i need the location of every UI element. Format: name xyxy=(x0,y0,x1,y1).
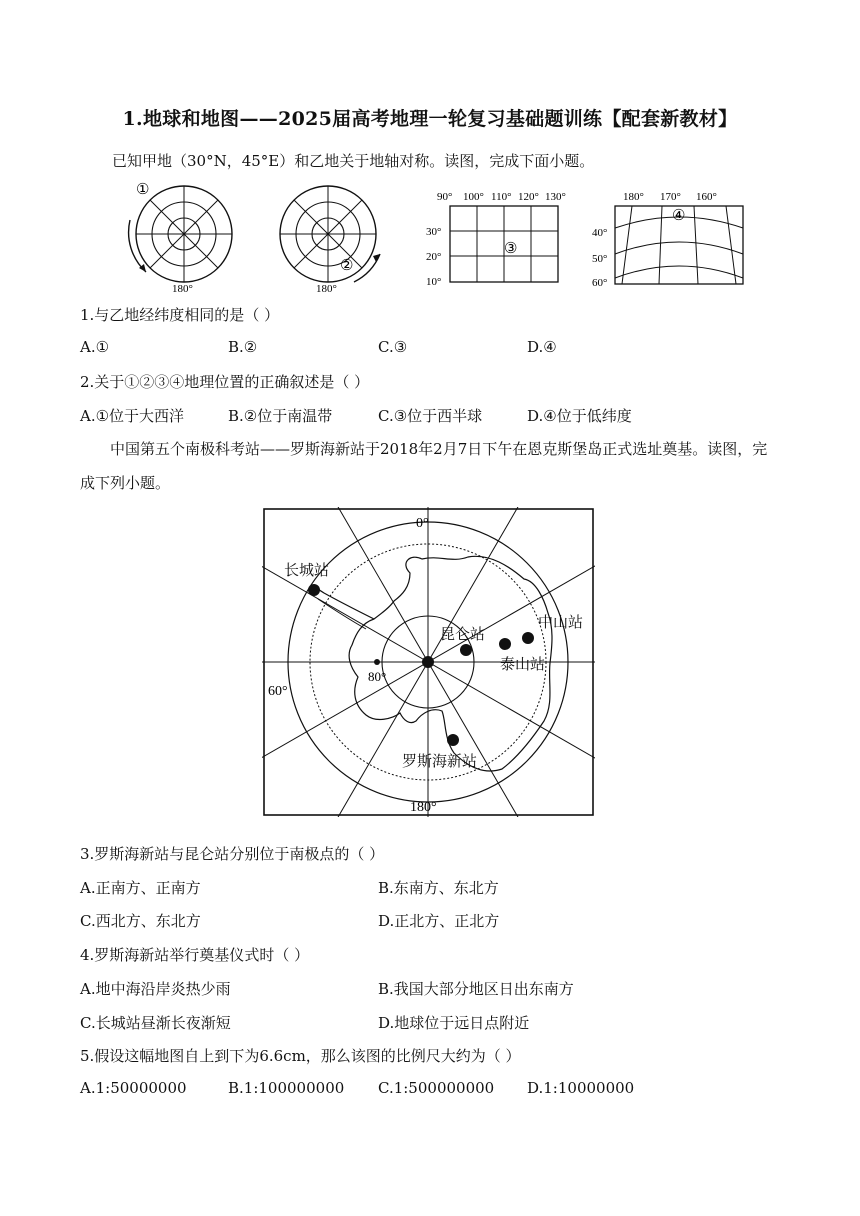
station-dot-changcheng xyxy=(308,584,320,596)
station-label-zhongshan: 中山站 xyxy=(538,615,584,631)
grid-top-label: 130° xyxy=(545,191,566,203)
question-1-stem: 1.与乙地经纬度相同的是（ ） xyxy=(80,306,280,324)
q5-option-d[interactable]: D.1:10000000 xyxy=(527,1079,635,1097)
grid-top-label: 110° xyxy=(491,191,512,203)
marker-2: ② xyxy=(340,258,354,274)
q5-option-a[interactable]: A.1:50000000 xyxy=(80,1079,187,1097)
figure-1 xyxy=(100,178,780,300)
station-label-luosihai: 罗斯海新站 xyxy=(402,754,478,770)
q4-option-b[interactable]: B.我国大部分地区日出东南方 xyxy=(378,980,574,998)
grid-diagram xyxy=(426,191,566,288)
intro-text-2: 中国第五个南极科考站——罗斯海新站于2018年2月7日下午在恩克斯堡岛正式选址奠基。读图，完成下列小题。 xyxy=(80,440,768,492)
fan-left-label: 50° xyxy=(592,253,608,265)
polar-diagram-2 xyxy=(280,186,380,295)
fan-left-label: 40° xyxy=(592,227,608,239)
question-5-stem: 5.假设这幅地图自上到下为6.6cm，那么该图的比例尺大约为（ ） xyxy=(80,1047,521,1065)
q2-option-c[interactable]: C.③位于西半球 xyxy=(378,407,483,425)
q3-option-d[interactable]: D.正北方、正北方 xyxy=(378,912,500,930)
page-title: 1.地球和地图——2025届高考地理一轮复习基础题训练【配套新教材】 xyxy=(122,108,738,130)
q1-option-b[interactable]: B.② xyxy=(228,338,258,356)
polar-2-label: 180° xyxy=(316,283,337,295)
station-label-changcheng: 长城站 xyxy=(284,563,330,579)
station-dot-zhongshan xyxy=(522,632,534,644)
marker-4: ④ xyxy=(672,208,686,224)
antarctica-map xyxy=(262,507,595,817)
station-label-taishan: 泰山站 xyxy=(500,657,546,673)
q4-option-a[interactable]: A.地中海沿岸炎热少雨 xyxy=(80,980,231,998)
map-label-80deg: 80° xyxy=(368,669,387,684)
map-label-60deg: 60° xyxy=(268,684,288,699)
fan-top-label: 180° xyxy=(623,191,644,203)
q1-option-d[interactable]: D.④ xyxy=(527,338,557,356)
q4-option-c[interactable]: C.长城站昼渐长夜渐短 xyxy=(80,1014,231,1032)
q1-option-c[interactable]: C.③ xyxy=(378,338,408,356)
fan-top-label: 160° xyxy=(696,191,717,203)
q3-option-a[interactable]: A.正南方、正南方 xyxy=(80,879,201,897)
fan-left-label: 60° xyxy=(592,277,608,289)
q5-option-c[interactable]: C.1:500000000 xyxy=(378,1079,495,1097)
q3-option-b[interactable]: B.东南方、东北方 xyxy=(378,879,499,897)
inner-circle-point xyxy=(374,659,380,665)
station-dot-taishan xyxy=(499,638,511,650)
polar-diagram-1 xyxy=(129,182,232,295)
fan-top-label: 170° xyxy=(660,191,681,203)
question-2-stem: 2.关于①②③④地理位置的正确叙述是（ ） xyxy=(80,373,370,391)
q5-option-b[interactable]: B.1:100000000 xyxy=(228,1079,345,1097)
intro-text-1: 已知甲地（30°N，45°E）和乙地关于地轴对称。读图，完成下面小题。 xyxy=(112,152,595,170)
map-label-180deg: 180° xyxy=(410,800,437,815)
grid-left-label: 30° xyxy=(426,226,442,238)
station-label-kunlun: 昆仑站 xyxy=(440,627,486,643)
marker-3: ③ xyxy=(504,241,518,257)
grid-left-label: 10° xyxy=(426,276,442,288)
q3-option-c[interactable]: C.西北方、东北方 xyxy=(80,912,201,930)
grid-top-label: 120° xyxy=(518,191,539,203)
q2-option-d[interactable]: D.④位于低纬度 xyxy=(527,407,632,425)
question-3-stem: 3.罗斯海新站与昆仑站分别位于南极点的（ ） xyxy=(80,845,385,863)
polar-1-label: 180° xyxy=(172,283,193,295)
fan-diagram xyxy=(592,191,743,289)
grid-left-label: 20° xyxy=(426,251,442,263)
station-dot-kunlun xyxy=(460,644,472,656)
south-pole-dot xyxy=(422,656,434,668)
q2-option-b[interactable]: B.②位于南温带 xyxy=(228,407,333,425)
q4-option-d[interactable]: D.地球位于远日点附近 xyxy=(378,1014,530,1032)
station-dot-luosihai xyxy=(447,734,459,746)
marker-1: ① xyxy=(136,182,150,198)
grid-top-label: 90° xyxy=(437,191,453,203)
grid-top-label: 100° xyxy=(463,191,484,203)
q2-option-a[interactable]: A.①位于大西洋 xyxy=(80,407,185,425)
question-4-stem: 4.罗斯海新站举行奠基仪式时（ ） xyxy=(80,946,310,964)
q1-option-a[interactable]: A.① xyxy=(80,338,110,356)
map-label-0deg: 0° xyxy=(416,516,429,531)
